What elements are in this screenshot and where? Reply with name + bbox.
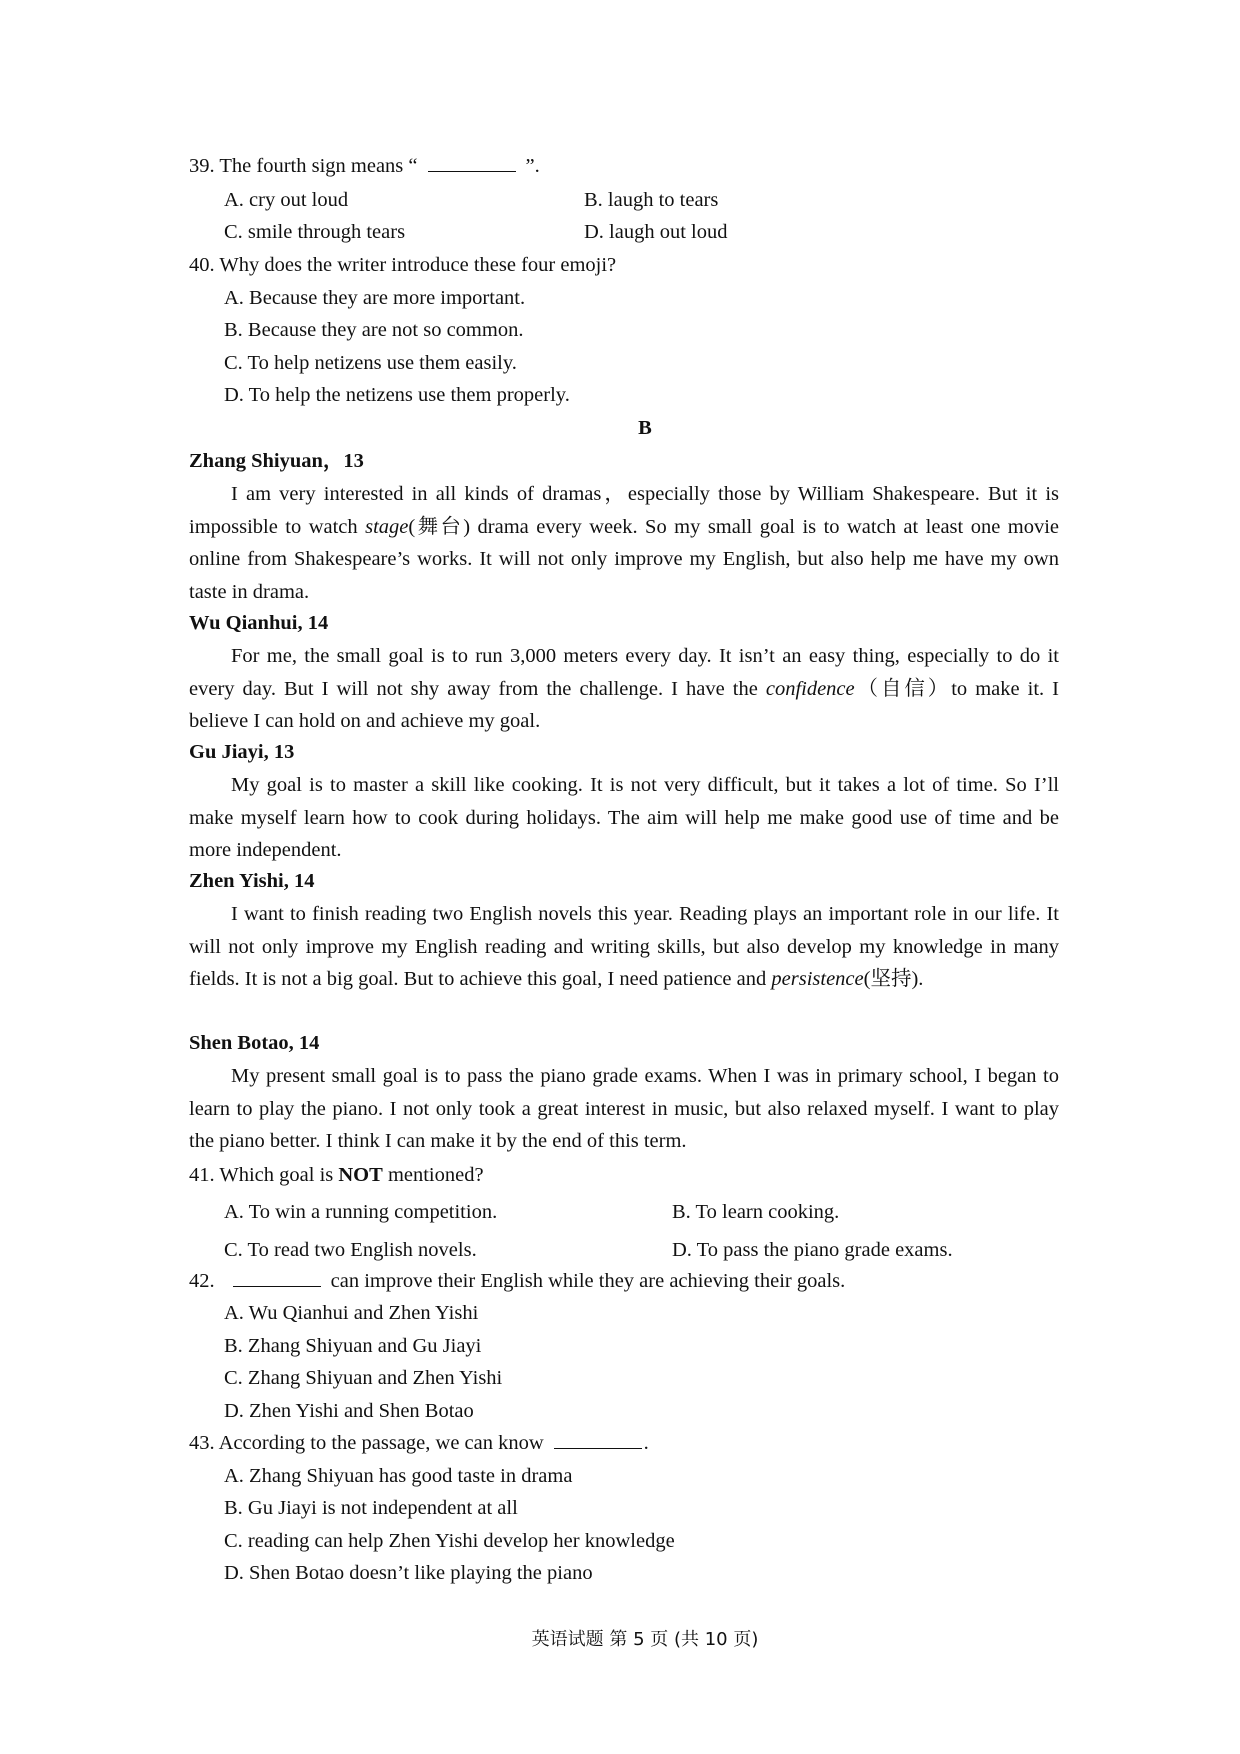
paragraph-text: I am very interested in all kinds of dramas，especially those by William Shakespeare. But it is impossible to watch [189, 483, 1059, 538]
question-43-stem-text: 43. According to the passage, we can know [189, 1432, 544, 1454]
question-42-option-c: C. Zhang Shiyuan and Zhen Yishi [224, 1367, 503, 1389]
question-41-stem-text: 41. Which goal is [189, 1164, 339, 1186]
question-42-option-d: D. Zhen Yishi and Shen Botao [224, 1400, 474, 1422]
paragraph-text: drama every week. So my small goal is to watch at least one movie online from Shakespeare’s works. It will not only improve my English, but also help me have my own taste in drama. [189, 515, 1059, 603]
question-41-option-a: A. To win a running competition. [224, 1201, 498, 1223]
student-paragraph [189, 640, 1059, 738]
student-name: Zhang Shiyuan，13 [189, 450, 364, 472]
question-41-option-d: D. To pass the piano grade exams. [672, 1239, 953, 1261]
question-39-option-c: C. smile through tears [224, 221, 406, 243]
student-paragraph [189, 1060, 1059, 1158]
question-42-option-b: B. Zhang Shiyuan and Gu Jiayi [224, 1335, 482, 1357]
paragraph-text: . [918, 968, 924, 991]
question-42-option-a: A. Wu Qianhui and Zhen Yishi [224, 1302, 479, 1324]
student-paragraph [189, 769, 1059, 867]
question-41-stem-end: mentioned? [382, 1164, 484, 1186]
glossed-term: stage [365, 515, 409, 538]
paragraph-text: For me, the small goal is to run 3,000 meters every day. It isn’t an easy thing, especially to do it every day. But I will not shy away from the challenge. I have the [189, 645, 1059, 700]
question-39-option-d: D. laugh out loud [584, 221, 728, 243]
question-40-option-c: C. To help netizens use them easily. [224, 352, 517, 374]
term-gloss: (舞台) [408, 515, 471, 538]
glossed-term: persistence [771, 968, 864, 991]
student-name: Wu Qianhui, 14 [189, 612, 329, 634]
student-name: Shen Botao, 14 [189, 1032, 320, 1054]
question-39-option-a: A. cry out loud [224, 189, 349, 211]
question-42-stem-text: can improve their English while they are achieving their goals. [330, 1270, 846, 1292]
question-41-option-b: B. To learn cooking. [672, 1201, 840, 1223]
question-39-stem-end: ”. [525, 155, 540, 177]
question-40-option-a: A. Because they are more important. [224, 287, 526, 309]
student-paragraph [189, 898, 1059, 996]
glossed-term: confidence [765, 677, 855, 700]
paragraph-text: My goal is to master a skill like cooking. It is not very difficult, but it takes a lot of time. So I’ll make myself learn how to cook during holidays. The aim will help me make good use of time and be more independent. [189, 774, 1059, 862]
question-43-stem [189, 1429, 649, 1457]
answer-blank [554, 1430, 642, 1449]
question-42-stem [189, 1267, 845, 1295]
term-gloss: （自信） [854, 677, 952, 700]
question-41-stem [189, 1161, 484, 1189]
page-footer: 英语试题 第 5 页 (共 10 页) [531, 1629, 759, 1650]
question-43-option-d: D. Shen Botao doesn’t like playing the piano [224, 1562, 593, 1584]
answer-blank [428, 153, 516, 172]
paragraph-text: to make it. I believe I can hold on and achieve my goal. [189, 677, 1060, 733]
question-43-stem-end: . [643, 1432, 649, 1454]
question-43-option-b: B. Gu Jiayi is not independent at all [224, 1497, 518, 1519]
student-paragraph [189, 478, 1059, 608]
student-name: Zhen Yishi, 14 [189, 870, 315, 892]
question-41-emphasis: NOT [338, 1164, 383, 1186]
question-40-option-b: B. Because they are not so common. [224, 319, 524, 341]
question-40-stem: 40. Why does the writer introduce these four emoji? [189, 254, 617, 276]
section-label: B [638, 417, 652, 439]
question-43-option-c: C. reading can help Zhen Yishi develop her knowledge [224, 1530, 675, 1552]
student-name: Gu Jiayi, 13 [189, 741, 295, 763]
term-gloss: (坚持) [863, 968, 919, 991]
question-40-option-d: D. To help the netizens use them properly. [224, 384, 570, 406]
question-39-stem [189, 152, 540, 180]
question-41-option-c: C. To read two English novels. [224, 1239, 477, 1261]
question-39-stem-text: 39. The fourth sign means “ [189, 155, 418, 177]
question-42-number: 42. [189, 1270, 215, 1292]
question-43-option-a: A. Zhang Shiyuan has good taste in drama [224, 1465, 573, 1487]
paragraph-text: My present small goal is to pass the piano grade exams. When I was in primary school, I began to learn to play the piano. I not only took a great interest in music, but also relaxed myself. I want to play the piano better. I think I can make it by the end of this term. [189, 1065, 1059, 1153]
question-39-option-b: B. laugh to tears [584, 189, 719, 211]
answer-blank [233, 1268, 321, 1287]
paragraph-text: I want to finish reading two English novels this year. Reading plays an important role in our life. It will not only improve my English reading and writing skills, but also develop my knowledge in many fields. It is not a big goal. But to achieve this goal, I need patience and [189, 903, 1059, 991]
